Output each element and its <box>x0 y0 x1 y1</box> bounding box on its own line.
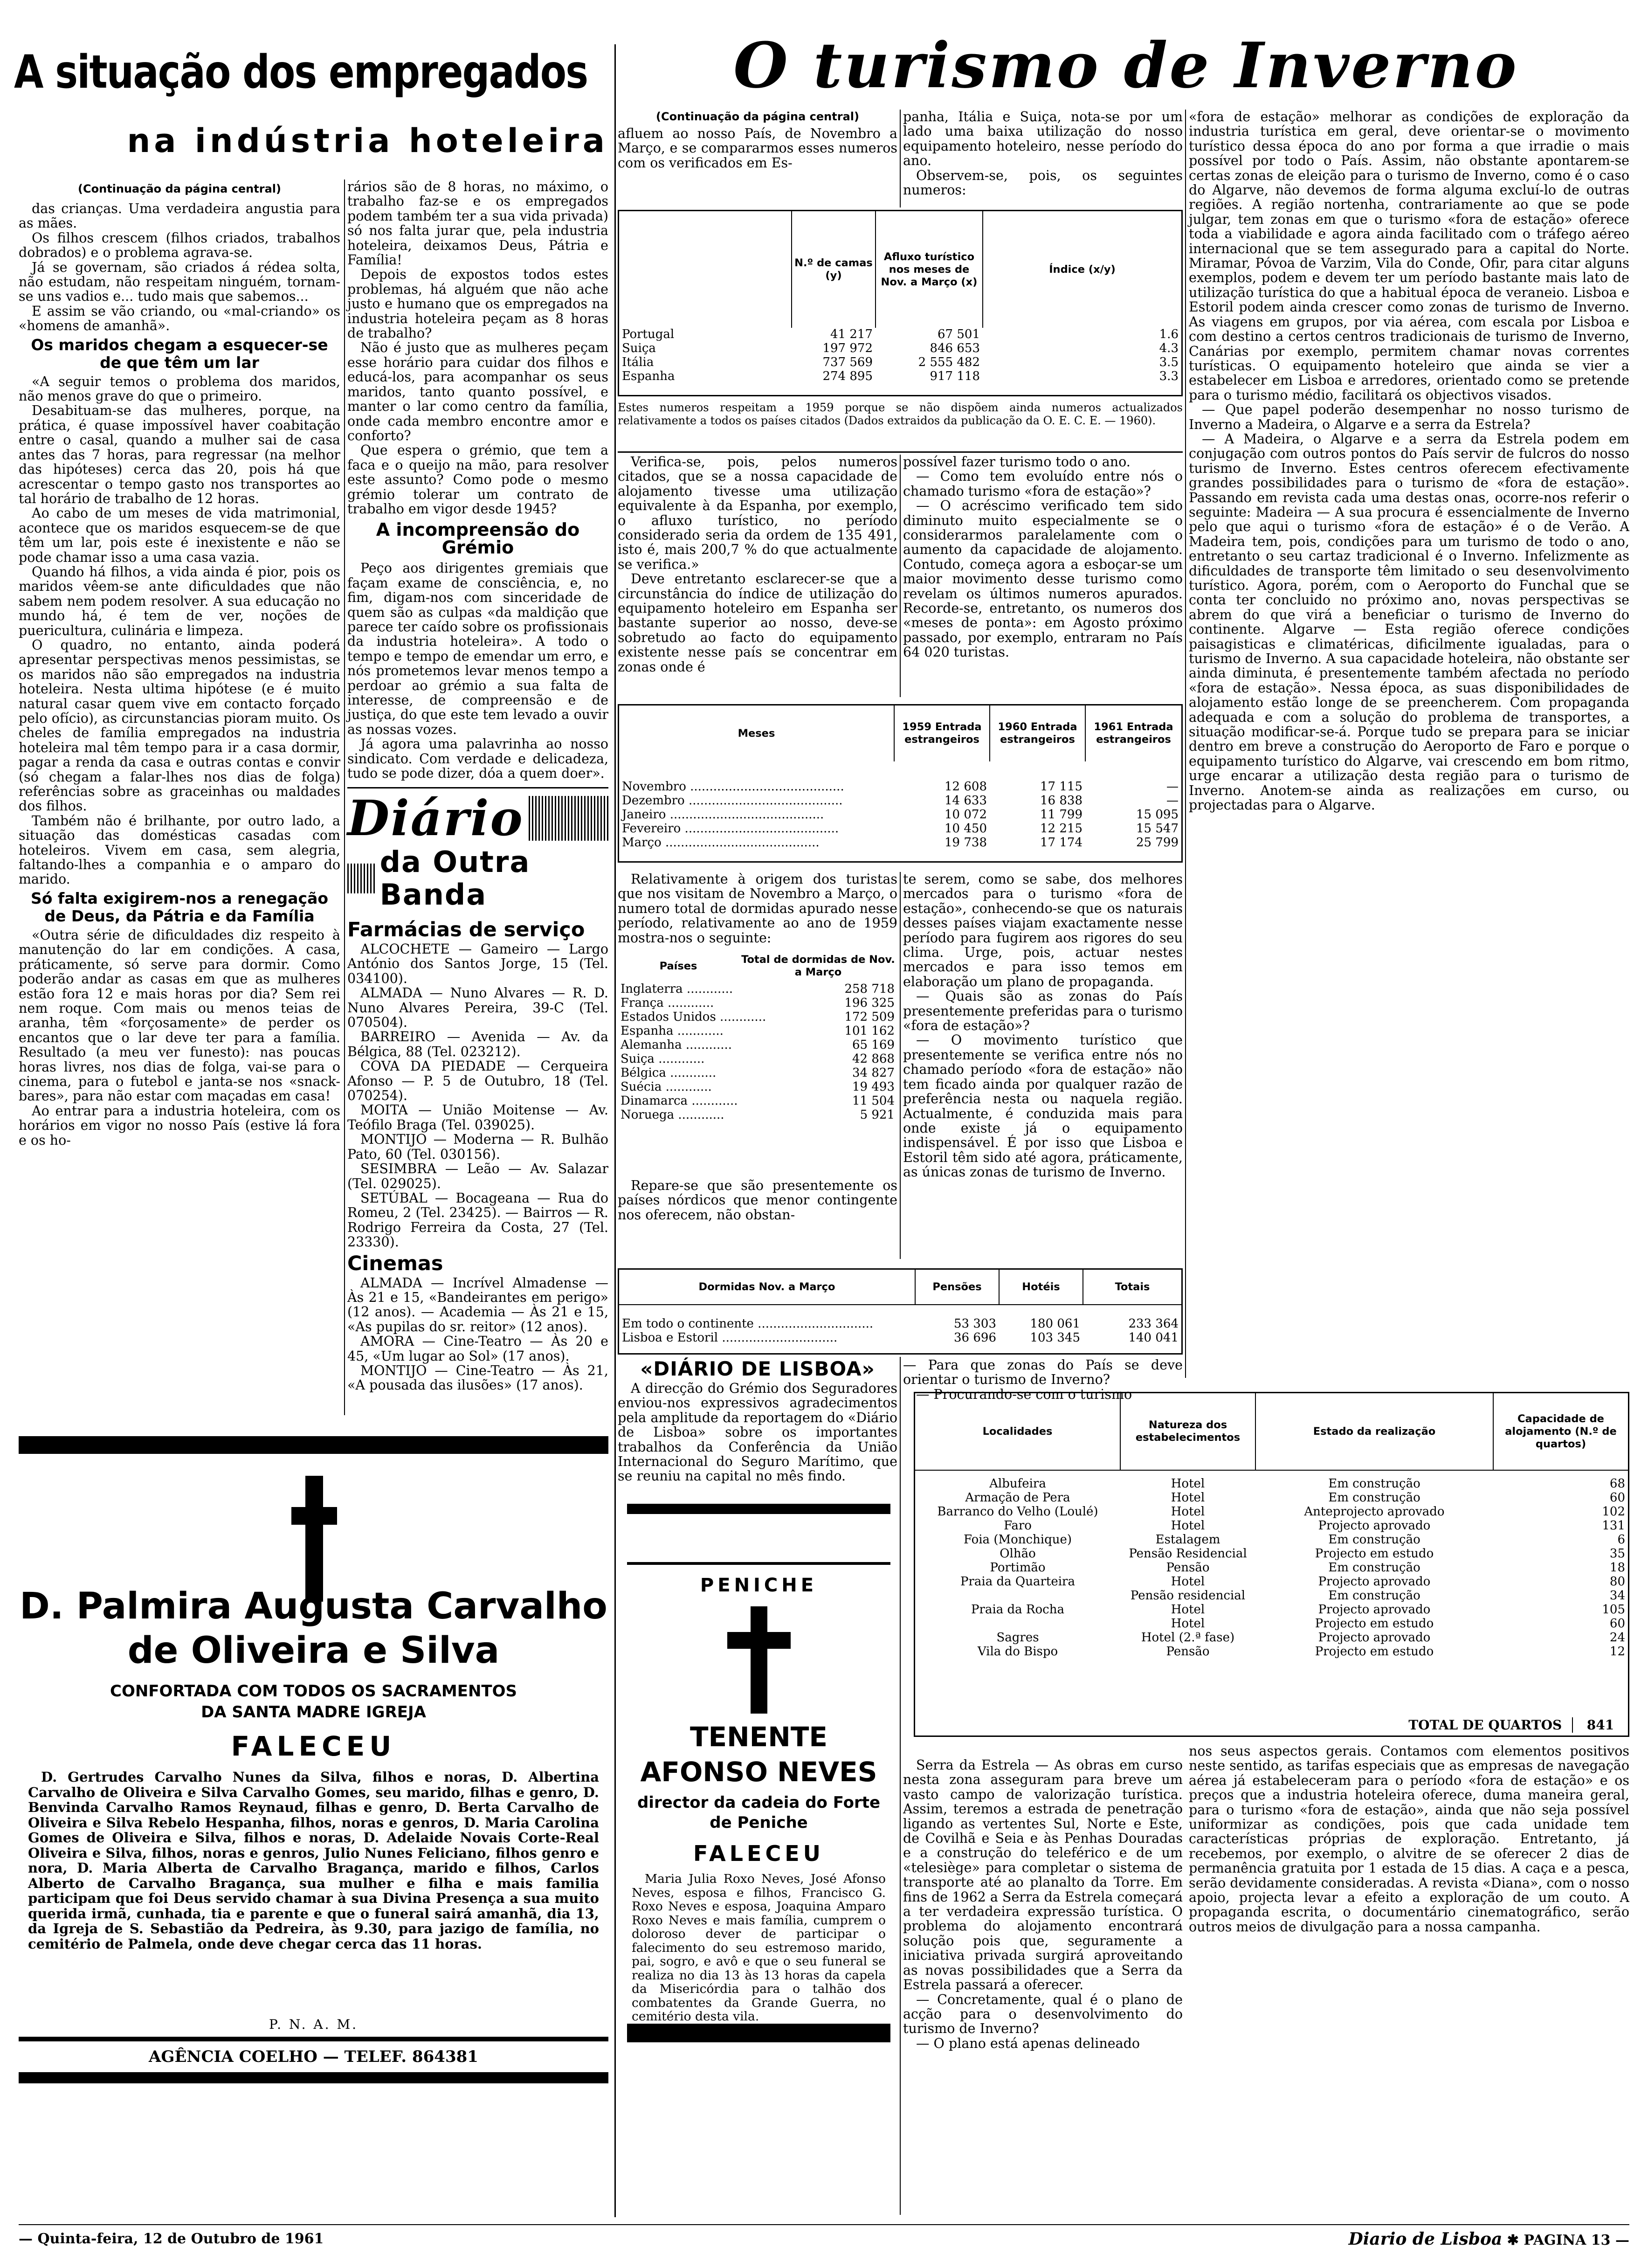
table-cell: Hotel (2.ª fase) <box>1141 1631 1235 1645</box>
table-cell <box>915 1589 1120 1603</box>
table-row <box>618 1094 897 1108</box>
cross-icon <box>291 1507 337 1525</box>
deceased-name-line1: D. Palmira Augusta Carvalho <box>20 1585 607 1627</box>
subheading: Só falta exigirem-nos a renegação de Deus, da Pátria e da Família <box>30 889 329 925</box>
table-cell: 12 215 <box>1040 822 1083 836</box>
continuation-note: (Continuação da página central) <box>78 182 281 195</box>
left-headline-line2: na indústria hoteleira <box>127 122 608 160</box>
table-cell: Hotel <box>1171 1491 1205 1505</box>
table-cell: Pensão Residencial <box>1129 1547 1247 1561</box>
obituary-text: Maria Julia Roxo Neves, José Afonso Neves, esposa e filhos, Francisco G. Roxo Neves e esposa, Joaquina Amparo Roxo Neves e mais família, cumprem o doloroso dever de participar o falecimento do seu estremoso marido, pai, sogro, e avô e que o seu funeral se realiza no dia 13 às 13 horas da capela da Misericórdia para o talhão dos combatentes da Grande Guerra, no cemitério desta vila. <box>632 1872 886 2024</box>
table-row <box>619 822 1181 836</box>
table-cell: Projecto em estudo <box>1315 1547 1434 1561</box>
table-cell: Pensão residencial <box>1130 1589 1246 1603</box>
table-cell: Barranco do Velho (Loulé) <box>937 1505 1098 1519</box>
table-cell: 172 509 <box>844 1010 895 1024</box>
black-bar <box>627 1504 890 1514</box>
paragraph: Que espera o grémio, que tem a faca e o queijo na mão, para resolver este assunto? Como pode o mesmo grémio tolerar um contrato de trabalho em vigor desde 1945? <box>347 443 608 517</box>
table-cell: Março ........................................ <box>622 836 820 850</box>
table-row <box>619 794 1181 808</box>
table-cell: 19 493 <box>852 1080 895 1094</box>
pharmacy-entry: COVA DA PIEDADE — Cerqueira Afonso — P. 5 de Outubro, 18 (Tel. 070254). <box>347 1058 608 1104</box>
table-cell: Portimão <box>990 1561 1046 1575</box>
turismo-col1-top: (Continuação da página central) afluem ao nosso País, de Novembro a Março, e se compararmos esses numeros com os verificados em Es- <box>618 110 897 171</box>
table-row <box>619 1317 1181 1331</box>
table-cell: Janeiro ........................................ <box>622 808 824 822</box>
table-row <box>619 808 1181 822</box>
table-row <box>618 1052 897 1066</box>
table-cell: Suécia ............ <box>621 1080 712 1094</box>
table-cell: Projecto aprovado <box>1318 1575 1431 1589</box>
footer-masthead: Diario de Lisboa <box>1348 2229 1503 2249</box>
table-cell: Hotel <box>1171 1617 1205 1631</box>
rule <box>347 787 608 788</box>
table-cell: Hotel <box>1171 1477 1205 1491</box>
table-row <box>915 1505 1628 1519</box>
table-cell: 3.5 <box>1159 355 1179 369</box>
turismo-col3: «fora de estação» melhorar as condições de exploração da industria turística em geral, deve orientar-se o movimento turístico dessa época do ano por forma a que irradie o mais possível por todo o País. Assim, não obstante apontarem-se certas zonas de eleição para o turismo de Inverno, como é o caso do Algarve, não devemos de forma alguma excluí-lo de outras regiões. A região nortenha, contrariamente ao que se pode julgar, tem zonas em que o turismo «fora de estação» oferece toda a viabilidade e agora ainda facilitado com o tráfego aéreo internacional que se tem assegurado para a capital do Norte. Miramar, Póvoa de Varzim, Vila do Conde, Ofir, para citar alguns exemplos, podem e devem ter um período bastante mais lato de utilização turística do que a habitual época de veraneio. Lisboa e Estoril podem ainda crescer como zonas de turismo de Inverno. As viagens em grupos, por via aérea, com escala por Lisboa e com destino a certos centros tradicionais de turismo de Inverno, Canárias por exemplo, permitem chamar novas correntes turísticas. O equipamento hoteleiro que ainda se vier a estabelecer em Lisboa e arredores, orientado como se pretende para o turismo médio, facilitará os objectivos visados. — Que papel poderão desempenhar no nosso turismo de Inverno a Madeira, o Algarve e a serra da Estrela? — A Madeira, o Algarve e a serra da Estrela podem em conjugação com outros pontos do País servir de fulcros do nosso turismo de Inverno. Estes centros oferecem efectivamente grandes possibilidades para o turismo de «fora de estação». Passando em revista cada uma destas onas, ocorre-nos referir o seguinte: Madeira — A sua procura é essencialmente de Inverno pelo que aqui o turismo «fora de estação» é o de Verão. A Madeira tem, pois, condições para um turismo de todo o ano, entretanto o seu cartaz tradicional é o Inverno. Infelizmente as dificuldades de transporte têm limitado o seu desenvolvimento turístico. Agora, porém, com o Aeroporto do Funchal que se conta ter concluido no próximo ano, novas perspectivas se abrem do que virá a beneficiar o turismo de Inverno do continente. Algarve — Esta região oferece condições paisagisticas e climatéricas, dificilmente igualadas, para o turismo de Inverno. A sua capacidade hoteleira, não obstante ser ainda diminuta, é presentemente também afectada no período «fora de estação». Nessa época, as suas disponibilidades de alojamento estão longe de se preencherem. Com propaganda adequada e com a solução do problema de transportes, a situação modificar-se-á. Porque tudo se prepara para se iniciar dentro em breve a construção do Aeroporto de Faro e porque o equipamento turístico do Algarve, vai crescendo em bom ritmo, urge encarar a utilização desta região para o turismo de Inverno. Anotem-se ainda as realizações em curso, ou projectadas para o Algarve. <box>1189 109 1629 813</box>
turismo-headline: O turismo de Inverno <box>733 28 1518 102</box>
table-cell: 197 972 <box>822 341 873 355</box>
table-cell: Fevereiro ........................................ <box>622 822 839 836</box>
section-masthead-sub: da Outra Banda <box>379 845 531 912</box>
paragraph: Os filhos crescem (filhos criados, trabalhos dobrados) e o problema agrava-se. <box>19 230 340 261</box>
table-row <box>915 1631 1628 1645</box>
table-nights-hotels: Dormidas Nov. a Março Pensões Hotéis Totais Em todo o continente .............................. 53 303 180 061 233 364 Lisboa e Estoril .............................. 36 696 103 345 140 041 <box>618 1268 1183 1355</box>
table-cell: Em construção <box>1328 1589 1420 1603</box>
table-cell: 17 174 <box>1040 836 1083 850</box>
table-cell: Inglaterra ............ <box>621 982 733 996</box>
table-cell: 737 569 <box>822 355 873 369</box>
pharmacy-entry: ALCOCHETE — Gameiro — Largo António dos Santos Jorge, 15 (Tel. 034100). <box>347 941 608 986</box>
cinema-entry: ALMADA — Incrível Almadense — Às 21 e 15, «Bandeirantes em perigo» (12 anos). — Academia — Às 21 e 15, «As pupilas do sr. reitor» (12 anos). <box>347 1275 608 1335</box>
left-headline-line1: A situação dos empregados <box>14 46 588 99</box>
table-cell: 15 095 <box>1136 808 1179 822</box>
table-row <box>915 1603 1628 1617</box>
section-masthead: Diário <box>347 789 524 847</box>
paragraph: Ao cabo de um meses de vida matrimonial, acontece que os maridos esquecem-se de que têm um lar, pois este é inexistente e não se pode chamar isso a uma casa vazia. <box>19 505 340 565</box>
table-row <box>915 1547 1628 1561</box>
table-cell: 11 504 <box>852 1094 895 1108</box>
deceased-name-line2: de Oliveira e Silva <box>127 1630 500 1672</box>
table-capacity-index: N.º de camas (y) Afluxo turístico nos meses de Nov. a Março (x) Índice (x/y) Portugal 41 217 67 501 1.6 Suiça 197 972 846 653 4.3 Itália 737 569 2 555 482 3.5 Espanha 274 895 917 118 3.3 <box>618 210 1183 396</box>
table-row <box>915 1491 1628 1505</box>
table-cell: 105 <box>1602 1603 1625 1617</box>
section-title: Farmácias de serviço <box>347 918 585 941</box>
table-cell: 233 364 <box>1128 1317 1179 1331</box>
rule <box>618 451 1183 453</box>
obituary-pnam: P. N. A. M. <box>269 2017 359 2032</box>
paragraph: «Outra série de dificuldades diz respeito à manutenção do lar em condições. A casa, práticamente, só serve para dormir. Como poderão andar as casas em que as mulheres estão fora 12 e mais horas por dia? Sem rei nem roque. Com mais ou menos teias de aranha, têm «forçosamente» de perder os encantos que o lar deve ter para a família. Resultado (a meu ver funesto): nas poucas horas livres, nos dias de folga, vai-se para o cinema, para o futebol e janta-se nos «snack-bares», para não estar com maçadas em casa! <box>19 927 340 1104</box>
table-footnote: Estes numeros respeitam a 1959 porque se não dispõem ainda numeros actualizados relativamente a todos os países citados (Dados extraidos da publicação da O. E. C. E. — 1960). <box>618 401 1183 427</box>
table-cell: 16 838 <box>1040 794 1083 808</box>
table-cell: Hotel <box>1171 1505 1205 1519</box>
column-rule <box>1185 110 1186 1378</box>
table-cell: 19 738 <box>945 836 987 850</box>
table-cell: Suiça <box>622 341 656 355</box>
table-cell: Projecto em estudo <box>1315 1645 1434 1659</box>
table-cell: 131 <box>1602 1519 1625 1533</box>
masthead-pattern <box>529 796 608 841</box>
footer-date: — Quinta-feira, 12 de Outubro de 1961 <box>19 2231 324 2247</box>
obituary-text: D. Gertrudes Carvalho Nunes da Silva, filhos e noras, D. Albertina Carvalho de Oliveira e Silva Carvalho Gomes, seu marido, filhas e genro, D. Benvinda Carvalho Ramos Reynaud, filhas e genro, D. Berta Carvalho de Oliveira e Silva Rebelo Hespanha, filhos, noras e genros, D. Maria Carolina Gomes de Oliveira e Silva, filhos e noras, D. Adelaide Novais Corte-Real Oliveira e Silva, filhos, noras e genros, Julio Nunes Feliciano, filhos genro e nora, D. Maria Alberta de Carvalho Bragança, marido e filhos, Carlos Alberto de Carvalho Bragança, sua mulher e filha e mais familia participam que foi Deus servido chamar à sua Divina Presença a sua muito querida irmã, cunhada, tia e parente e que o funeral sairá amanhã, dia 13, da Igreja de S. Sebastião da Pedreira, às 9.30, para jazigo de família, no cemitério de Palmela, onde deve chegar cerca das 11 horas. <box>28 1769 599 1952</box>
table-cell: Em construção <box>1328 1561 1420 1575</box>
table-cell: 80 <box>1609 1575 1625 1589</box>
table-cell: Dezembro ........................................ <box>622 794 843 808</box>
column-rule <box>344 180 345 1415</box>
table-cell: 65 169 <box>852 1038 895 1052</box>
table-cell: 274 895 <box>822 369 873 383</box>
table-cell: 102 <box>1602 1505 1625 1519</box>
paragraph: Depois de expostos todos estes problemas, há alguém que não ache justo e humano que os empregados na industria hoteleira peçam as 8 horas de trabalho? <box>347 267 608 341</box>
table-cell: Olhão <box>1000 1547 1036 1561</box>
deceased-rank: TENENTE <box>689 1721 828 1753</box>
cinema-entry: MONTIJO — Cine-Teatro — Às 21, «A pousada das ilusões» (17 anos). <box>347 1362 608 1393</box>
table-cell: Dinamarca ............ <box>621 1094 738 1108</box>
table-cell: 10 072 <box>945 808 987 822</box>
paragraph: das crianças. Uma verdadeira angustia para as mães. <box>19 201 340 231</box>
turismo-col2-lower: te serem, como se sabe, dos melhores mercados para o turismo «fora de estação», conhecendo-se que os naturais desses países viajam exactamente nesse período para fugirem aos rigores do seu clima. Urge, pois, actuar nestes mercados e para isso temos em elaboração um plano de propaganda. — Quais são as zonas do País presentemente preferidas para o turismo «fora de estação»? — O movimento turístico que presentemente se verifica entre nós no chamado período «fora de estação» não tem ficado ainda por qualquer razão de preferência nesta ou naquela região. Actualmente, é conduzida mais para onde existe já o equipamento indispensável. É por isso que Lisboa e Estoril têm sido até agora, práticamente, as únicas zonas de turismo de Inverno. <box>903 871 1183 1180</box>
table-monthly-arrivals: Meses 1959 Entrada estrangeiros 1960 Entrada estrangeiros 1961 Entrada estrangeiros Novembro ........................................ 12 608 17 115 — Dezembro ........................................ 14 633 16 838 — Janeiro ........................................ 10 072 11 799 15 095 Fevereiro ........................................ 10 450 12 215 15 547 Março ........................................ 19 738 17 174 25 799 <box>618 704 1183 863</box>
table-row <box>915 1519 1628 1533</box>
table-row <box>618 1066 897 1080</box>
table-cell: 15 547 <box>1136 822 1179 836</box>
table-cell: Bélgica ............ <box>621 1066 717 1080</box>
table-cell <box>915 1617 1120 1631</box>
table-row <box>618 1108 897 1122</box>
table-cell: 846 653 <box>930 341 980 355</box>
table-cell: Em construção <box>1328 1491 1420 1505</box>
table-cell: Projecto aprovado <box>1318 1603 1431 1617</box>
obituary-church: DA SANTA MADRE IGREJA <box>201 1703 426 1722</box>
table-cell: Pensão <box>1166 1561 1210 1575</box>
column-rule <box>900 1357 901 2215</box>
table-cell: 67 501 <box>938 327 980 341</box>
table-cell: Praia da Quarteira <box>960 1575 1075 1589</box>
pharmacy-entry: SESIMBRA — Leão — Av. Salazar (Tel. 029025). <box>347 1161 608 1191</box>
paragraph: rários são de 8 horas, no máximo, o trabalho faz-se e os empregados podem também ter a sua vida privada) só nos falta jurar que, pela industria hoteleira, deixamos Deus, Pátria e Família! <box>347 179 608 268</box>
table-cell: Em construção <box>1328 1533 1420 1547</box>
table-cell: 140 041 <box>1128 1331 1179 1345</box>
table-cell: Hotel <box>1171 1575 1205 1589</box>
pharmacy-entry: ALMADA — Nuno Alvares — R. D. Nuno Alvares Pereira, 39-C (Tel. 070504). <box>347 985 608 1030</box>
table-row <box>618 1080 897 1094</box>
obituary-faleceu: FALECEU <box>231 1730 396 1762</box>
table-cell: Foia (Monchique) <box>963 1533 1072 1547</box>
table-cell: Suiça ............ <box>621 1052 705 1066</box>
table-algarve-projects: Localidades Natureza dos estabelecimentos Estado da realização Capacidade de alojamento (N.º de quartos) Albufeira Hotel Em construção 68 Armação de Pera Hotel Em construção 60 Barranco do Velho (Loulé) Hotel Anteprojecto aprovado 102 Faro Hotel Projecto aprovado 131 Foia (Monchique) Estalagem Em construção 6 Olhão Pensão Residencial Projecto em estudo 35 Portimão Pensão Em construção 18 Praia da Quarteira Hotel Projecto aprovado 80 Pensão residencial Em construção 34 Praia da Rocha Hotel Projecto aprovado 105 Hotel Projecto em estudo 60 Sagres Hotel (2.ª fase) Projecto aprovado 24 Vila do Bispo Pensão Projecto em estudo 12 TOTAL DE QUARTOS 841 <box>914 1392 1629 1737</box>
table-cell: Novembro ........................................ <box>622 780 844 794</box>
table-cell: Projecto aprovado <box>1318 1519 1431 1533</box>
table-row <box>915 1533 1628 1547</box>
deceased-role: director da cadeia do Forte <box>637 1793 881 1812</box>
table-cell: Projecto aprovado <box>1318 1631 1431 1645</box>
table-cell: Hotel <box>1171 1603 1205 1617</box>
table-cell: 18 <box>1609 1561 1625 1575</box>
turismo-col2-bottom: Serra da Estrela — As obras em curso nesta zona asseguram para breve um vasto campo de valorização turística. Assim, teremos a estrada de penetração ligando as vertentes Sul, Norte e Este, de Covilhã e Seia e às Penhas Douradas e a construção do teleférico e de um «telesiège» para completar o sistema de transporte até ao planalto da Torre. Em fins de 1962 a Serra da Estrela começará a ter verdadeira expressão turística. O problema do alojamento encontrará solução pois que, seguramente a iniciativa privada surgirá aproveitando as novas possibilidades que a Serra da Estrela passará a oferecer. — Concretamente, qual é o plano de acção para o desenvolvimento do turismo de Inverno? — O plano está apenas delineado <box>903 1757 1183 2051</box>
table-cell: Anteprojecto aprovado <box>1304 1505 1445 1519</box>
table-cell: 5 921 <box>860 1108 895 1122</box>
table-cell: 3.3 <box>1159 369 1179 383</box>
table-cell: Espanha ............ <box>621 1024 724 1038</box>
table-cell: 24 <box>1609 1631 1625 1645</box>
table-cell: Em construção <box>1328 1477 1420 1491</box>
table-row <box>619 328 1181 342</box>
table-cell: Estados Unidos ............ <box>621 1010 766 1024</box>
table-cell: 103 345 <box>1030 1331 1080 1345</box>
turismo-col2-end: — Para que zonas do País se deve orientar o turismo de Inverno? — Procurando-se com o turismo <box>903 1357 1183 1402</box>
table-row <box>618 1038 897 1052</box>
table-row <box>618 1010 897 1024</box>
table-row <box>915 1575 1628 1589</box>
paragraph: Ao entrar para a industria hoteleira, com os horários em vigor no nosso País (estive lá fora e os ho- <box>19 1103 340 1148</box>
table-cell: 6 <box>1617 1533 1625 1547</box>
turismo-col3-bottom: nos seus aspectos gerais. Contamos com elementos positivos neste sentido, as tarifas especiais que as empresas de navegação aérea já estabeleceram para o período «fora de estação» e os preços que a industria hoteleira oferece, duma maneira geral, para o turismo «fora de estação», ainda que não seja possível uniformizar as condições, pois que cada unidade tem características próprias de exploração. Entretanto, já recebemos, por exemplo, o alvitre de se oferecer 2 dias de permanência gratuita por 1 estada de 15 dias. A caça e a pesca, serão devidamente consideradas. A revista «Diana», com o nosso apoio, projecta levar a efeito a exploração de um couto. A propaganda escrita, o documentário cinematográfico, serão outros meios de divulgação para a nossa campanha. <box>1189 1743 1629 1935</box>
black-bar <box>19 1436 608 1454</box>
table-row <box>619 370 1181 384</box>
column-rule <box>900 872 901 1259</box>
table-row <box>618 1024 897 1038</box>
table-row <box>619 780 1181 794</box>
table-total-row <box>1162 1717 1628 1733</box>
paragraph: «A seguir temos o problema dos maridos, não menos grave do que o primeiro. <box>19 373 340 404</box>
table-cell: 258 718 <box>844 982 895 996</box>
column-rule <box>614 44 616 2217</box>
obituary-town: PENICHE <box>700 1575 818 1596</box>
diario-lisboa-note: «DIÁRIO DE LISBOA» A direcção do Grémio dos Seguradores enviou-nos expressivos agradecimentos pela amplitude da reportagem do «Diário de Lisboa» sobre os importantes trabalhos da Conferência da União Internacional do Seguro Marítimo, que se reuniu na capital no mês findo. <box>618 1357 897 1484</box>
table-row <box>915 1645 1628 1659</box>
footer-right: Diario de Lisboa ✱ PAGINA 13 — <box>1348 2229 1629 2249</box>
table-nights-by-country: Países Total de dormidas de Nov. a Março Inglaterra ............ 258 718 França ............ 196 325 Estados Unidos ............ 172 509 Espanha ............ 101 162 Alemanha ............ 65 169 Suiça ............ 42 868 Bélgica ............ 34 827 Suécia ............ 19 493 Dinamarca ............ 11 504 Noruega ............ 5 921 <box>618 950 897 1174</box>
table-cell: 1.6 <box>1159 327 1179 341</box>
paragraph: O quadro, no entanto, ainda poderá apresentar perspectivas menos pessimistas, se os maridos não são empregados na industria hoteleira. Nesta ultima hipótese (e é muito natural casar quem vive em contacto forçado pelo ofício), as circunstancias pioram muito. Os cheles de família empregados na industria hoteleira mal têm tempo para ir a casa dormir, pagar a renda da casa e outras contas e convir (só chegam a falar-lhes nos dias de folga) referências sobre as graceinhas ou maldades dos filhos. <box>19 637 340 814</box>
table-cell: 36 696 <box>954 1331 996 1345</box>
turismo-col1-lower: Relativamente à origem dos turistas que nos visitam de Novembro a Março, o numero total de dormidas apurado nesse período, relativamente ao ano de 1959 mostra-nos o seguinte: Países Total de dormidas de Nov. a Março Inglaterra ............ 258 718 França ............ 196 325 Estados Unidos ............ 172 509 Espanha ............ 101 162 Alemanha ............ 65 169 Suiça ............ 42 868 Bélgica ............ 34 827 Suécia ............ 19 493 Dinamarca ............ 11 504 Noruega ............ 5 921 Repare-se que são presentemente os países nórdicos que menor contingente nos oferecem, não obstan- <box>618 871 897 1223</box>
table-cell: Albufeira <box>989 1477 1046 1491</box>
rule <box>627 1562 890 1565</box>
paragraph: Já agora uma palavrinha ao nosso sindicato. Com verdade e delicadeza, tudo se pode dizer, dóa a quem doer». <box>347 736 608 781</box>
cross-icon <box>751 1606 767 1714</box>
table-cell: Pensão <box>1166 1645 1210 1659</box>
paragraph: Também não é brilhante, por outro lado, a situação das domésticas casadas com hoteleiros. Vivem em casa, sem alegria, faltando-lhes a companhia e o amparo do marido. <box>19 813 340 887</box>
table-cell: Hotel <box>1171 1519 1205 1533</box>
left-article-col2 <box>347 180 608 781</box>
pharmacy-entry: BARREIRO — Avenida — Av. da Bélgica, 88 (Tel. 023212). <box>347 1029 608 1059</box>
table-cell: Vila do Bispo <box>977 1645 1058 1659</box>
table-cell: 196 325 <box>844 996 895 1010</box>
table-cell: 12 <box>1609 1645 1625 1659</box>
table-row <box>619 1331 1181 1345</box>
table-cell: — <box>1166 794 1179 808</box>
table-cell: Sagres <box>996 1631 1039 1645</box>
table-cell: 41 217 <box>830 327 873 341</box>
table-cell: 14 633 <box>945 794 987 808</box>
table-cell: 60 <box>1609 1617 1625 1631</box>
table-row <box>915 1589 1628 1603</box>
column-rule <box>900 455 901 697</box>
total-value: 841 <box>1572 1717 1628 1733</box>
paragraph: E assim se vão criando, ou «mal-criando» os «homens de amanhã». <box>19 303 340 334</box>
table-cell: Praia da Rocha <box>971 1603 1064 1617</box>
paragraph: Desabituam-se das mulheres, porque, na prática, é quase impossível haver coabitação entre o casal, quando a mulher sai de casa antes das 7 horas, para regressar (na melhor das hipóteses) cerca das 20, pois há que acrescentar o tempo gasto nos transportes ao tal horário de trabalho de 12 horas. <box>19 403 340 506</box>
funeral-agency: AGÊNCIA COELHO — TELEF. 864381 <box>19 2037 608 2083</box>
table-cell: Estalagem <box>1155 1533 1220 1547</box>
table-cell: Portugal <box>622 327 675 341</box>
table-row <box>619 836 1181 850</box>
table-row <box>915 1477 1628 1491</box>
pharmacy-entry: SETÚBAL — Bocageana — Rua do Romeu, 2 (Tel. 23425). — Bairros — R. Rodrigo Ferreira da Costa, 27 (Tel. 23330). <box>347 1190 608 1250</box>
cinema-entry: AMORA — Cine-Teatro — Às 20 e 45, «Um lugar ao Sol» (17 anos). <box>347 1334 608 1364</box>
subheading: A incompreensão do Grémio <box>376 519 580 558</box>
table-cell: 180 061 <box>1030 1317 1080 1331</box>
cross-icon <box>305 1476 323 1602</box>
table-cell: 101 162 <box>844 1024 895 1038</box>
table-cell: Armação de Pera <box>965 1491 1070 1505</box>
paragraph: Peço aos dirigentes gremiais que façam exame de consciência, e, no fim, digam-nos com sinceridade de quem são as culpas «da maldição que parece ter caído sobre os profissionais da industria hoteleira». A todo o tempo e tempo de emendar um erro, e nós prometemos levar menos tempo a perdoar ao grémio a sua falta de interesse, de compreensão e de justiça, do que este tem levado a ouvir as nossas vozes. <box>347 560 608 737</box>
paragraph: Não é justo que as mulheres peçam esse horário para cuidar dos filhos e educá-los, para acompanhar os seus maridos, tanto quanto possível, e manter o lar como centro da família, onde cada membro encontre amor e conforto? <box>347 340 608 443</box>
table-cell: Lisboa e Estoril .............................. <box>622 1331 838 1345</box>
table-cell: 17 115 <box>1040 780 1083 794</box>
turismo-col2-top: panha, Itália e Suiça, nota-se por um lado uma baixa utilização do nosso equipamento hoteleiro, nesse período do ano. Observem-se, pois, os seguintes numeros: <box>903 109 1183 198</box>
turismo-col1-mid: Verifica-se, pois, pelos numeros citados, que se a nossa capacidade de alojamento tivesse uma utilização equivalente à da Espanha, por exemplo, o afluxo turístico, no período considerado seria da ordem de 135 491, isto é, mais 200,7 % do que actualmente se verifica.» Deve entretanto esclarecer-se que a circunstância do índice de utilização do equipamento hoteleiro em Espanha ser bastante superior ao nosso, deve-se sobretudo ao facto do equipamento existente nesse país se concentrar em zonas onde é <box>618 454 897 675</box>
table-cell: Em todo o continente .............................. <box>622 1317 874 1331</box>
table-cell: 10 450 <box>945 822 987 836</box>
paragraph: Já se governam, são criados á rédea solta, não estudam, não respeitam ninguém, tornam-se uns vadios e... tudo mais que sabemos... <box>19 259 340 304</box>
obituary-sacraments: CONFORTADA COM TODOS OS SACRAMENTOS <box>110 1682 517 1701</box>
table-cell: 35 <box>1609 1547 1625 1561</box>
table-cell: Faro <box>1004 1519 1032 1533</box>
table-cell: 2 555 482 <box>918 355 980 369</box>
section-title: Cinemas <box>347 1252 443 1275</box>
table-cell: 917 118 <box>930 369 980 383</box>
table-row <box>915 1561 1628 1575</box>
table-cell: 25 799 <box>1136 836 1179 850</box>
table-cell: 4.3 <box>1159 341 1179 355</box>
table-row <box>618 982 897 996</box>
table-cell: 11 799 <box>1040 808 1083 822</box>
subheading: Os maridos chegam a esquecer-se de que têm um lar <box>31 335 328 372</box>
paragraph: Quando há filhos, a vida ainda é pior, pois os maridos vêem-se ante dificuldades que não sabem nem podem resolver. A sua educação no mundo há, é tem de ver, noções de puericultura, culinária e limpeza. <box>19 564 340 638</box>
table-row <box>619 356 1181 370</box>
black-bar <box>627 2024 890 2042</box>
masthead-pattern <box>347 864 375 893</box>
table-row <box>618 996 897 1010</box>
diario-outra-banda <box>347 789 608 1418</box>
table-row <box>915 1617 1628 1631</box>
table-cell: Projecto em estudo <box>1315 1617 1434 1631</box>
table-cell: Espanha <box>622 369 675 383</box>
footer-rule <box>19 2224 1629 2225</box>
obituary-faleceu: FALECEU <box>693 1841 824 1866</box>
total-label: TOTAL DE QUARTOS <box>1408 1717 1562 1733</box>
table-cell: 12 608 <box>945 780 987 794</box>
table-cell: 34 827 <box>852 1066 895 1080</box>
table-cell: 60 <box>1609 1491 1625 1505</box>
left-article-col1 <box>19 182 340 1418</box>
footer-page: PAGINA 13 <box>1524 2232 1611 2248</box>
table-cell: Alemanha ............ <box>621 1038 732 1052</box>
table-cell: — <box>1166 780 1179 794</box>
table-cell: Itália <box>622 355 654 369</box>
cross-icon <box>727 1632 791 1649</box>
deceased-name: AFONSO NEVES <box>640 1756 877 1788</box>
table-cell: 68 <box>1609 1477 1625 1491</box>
pharmacy-entry: MONTIJO — Moderna — R. Bulhão Pato, 60 (Tel. 030156). <box>347 1132 608 1162</box>
table-row <box>619 342 1181 356</box>
table-cell: 42 868 <box>852 1052 895 1066</box>
column-rule <box>900 110 901 207</box>
turismo-col2-mid: possível fazer turismo todo o ano. — Como tem evoluído entre nós o chamado turismo «fora de estação»? — O acréscimo verificado tem sido diminuto muito especialmente se o considerarmos paralelamente com o aumento da capacidade de alojamento. Contudo, começa agora a esboçar-se um maior movimento desse turismo como revelam os últimos numeros apurados. Recorde-se, entretanto, os numeros dos «meses de ponta»: em Agosto próximo passado, por exemplo, entraram no País 64 020 turistas. <box>903 454 1183 660</box>
pharmacy-entry: MOITA — União Moitense — Av. Teófilo Braga (Tel. 039025). <box>347 1102 608 1133</box>
table-cell: 34 <box>1609 1589 1625 1603</box>
table-cell: Noruega ............ <box>621 1108 724 1122</box>
table-cell: 53 303 <box>954 1317 996 1331</box>
table-cell: França ............ <box>621 996 714 1010</box>
deceased-role: de Peniche <box>710 1813 808 1832</box>
